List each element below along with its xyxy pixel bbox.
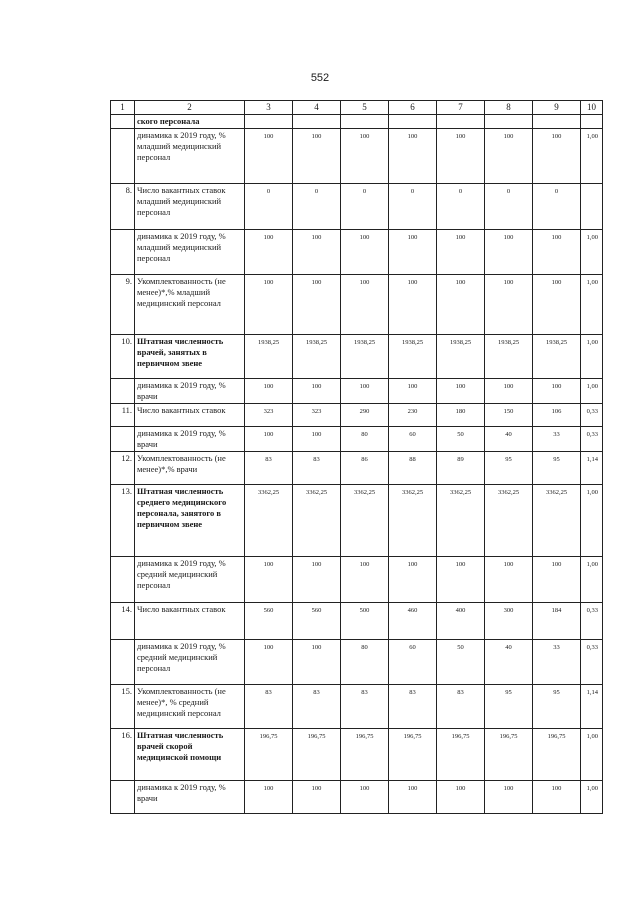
- header-cell: 1: [111, 101, 135, 115]
- page-number: 552: [310, 72, 330, 84]
- value-cell: 100: [533, 379, 581, 404]
- value-cell: 100: [245, 275, 293, 335]
- value-cell: 230: [389, 404, 437, 427]
- value-cell: 100: [389, 379, 437, 404]
- row-label: Штатная численность врачей, занятых в первичном звене: [135, 335, 245, 379]
- header-cell: 5: [341, 101, 389, 115]
- value-cell: 95: [533, 685, 581, 729]
- value-cell: 100: [485, 275, 533, 335]
- value-cell: 560: [245, 603, 293, 640]
- table-row: [111, 603, 603, 640]
- value-cell: 100: [533, 557, 581, 603]
- value-cell: 100: [341, 379, 389, 404]
- value-cell: 95: [485, 452, 533, 485]
- row-label: динамика к 2019 году, % младший медицинский персонал: [135, 230, 245, 275]
- value-cell: 100: [389, 275, 437, 335]
- value-cell: 100: [293, 781, 341, 814]
- value-cell: 560: [293, 603, 341, 640]
- value-cell: 88: [389, 452, 437, 485]
- value-cell: 100: [437, 557, 485, 603]
- row-number: [111, 781, 135, 814]
- value-cell: [293, 115, 341, 129]
- header-cell: 10: [581, 101, 603, 115]
- value-cell: [437, 115, 485, 129]
- value-cell: 100: [533, 781, 581, 814]
- value-cell: 100: [293, 427, 341, 452]
- value-cell: 1938,25: [389, 335, 437, 379]
- row-label: Укомплектованность (не менее)*,% младший медицинский персонал: [135, 275, 245, 335]
- value-cell: 100: [437, 379, 485, 404]
- value-cell: 100: [341, 781, 389, 814]
- value-cell: 0: [533, 184, 581, 230]
- value-cell: 100: [341, 275, 389, 335]
- value-cell: 323: [293, 404, 341, 427]
- value-cell: 1,14: [581, 685, 603, 729]
- value-cell: 184: [533, 603, 581, 640]
- table-row: [111, 557, 603, 603]
- value-cell: 1,00: [581, 781, 603, 814]
- header-cell: 2: [135, 101, 245, 115]
- row-label: динамика к 2019 году, % врачи: [135, 781, 245, 814]
- value-cell: 50: [437, 640, 485, 685]
- value-cell: 196,75: [437, 729, 485, 781]
- value-cell: 50: [437, 427, 485, 452]
- row-number: 10.: [111, 335, 135, 379]
- value-cell: 1938,25: [293, 335, 341, 379]
- value-cell: 100: [293, 230, 341, 275]
- value-cell: 100: [293, 275, 341, 335]
- value-cell: 0,33: [581, 404, 603, 427]
- table-row: [111, 275, 603, 335]
- table-row: [111, 115, 603, 129]
- row-number: 14.: [111, 603, 135, 640]
- value-cell: [485, 115, 533, 129]
- value-cell: 83: [293, 685, 341, 729]
- row-number: 12.: [111, 452, 135, 485]
- table-row: [111, 685, 603, 729]
- value-cell: 0: [389, 184, 437, 230]
- value-cell: 100: [437, 781, 485, 814]
- value-cell: 196,75: [533, 729, 581, 781]
- value-cell: 80: [341, 427, 389, 452]
- value-cell: 400: [437, 603, 485, 640]
- row-number: [111, 557, 135, 603]
- value-cell: 1938,25: [485, 335, 533, 379]
- value-cell: 100: [485, 129, 533, 184]
- header-cell: 7: [437, 101, 485, 115]
- row-label: динамика к 2019 году, % младший медицинский персонал: [135, 129, 245, 184]
- value-cell: 100: [245, 557, 293, 603]
- row-label: динамика к 2019 году, % средний медицинский персонал: [135, 557, 245, 603]
- value-cell: 100: [485, 379, 533, 404]
- value-cell: 100: [437, 230, 485, 275]
- row-label: Укомплектованность (не менее)*, % средний медицинский персонал: [135, 685, 245, 729]
- value-cell: 60: [389, 640, 437, 685]
- value-cell: 3362,25: [485, 485, 533, 557]
- table-row: [111, 335, 603, 379]
- value-cell: 196,75: [341, 729, 389, 781]
- value-cell: 3362,25: [341, 485, 389, 557]
- row-label: динамика к 2019 году, % средний медицинский персонал: [135, 640, 245, 685]
- table-row: [111, 452, 603, 485]
- value-cell: 1938,25: [245, 335, 293, 379]
- header-cell: 3: [245, 101, 293, 115]
- value-cell: 300: [485, 603, 533, 640]
- value-cell: 100: [533, 129, 581, 184]
- value-cell: 100: [245, 640, 293, 685]
- value-cell: 100: [341, 129, 389, 184]
- row-label: Штатная численность среднего медицинского персонала, занятого в первичном звене: [135, 485, 245, 557]
- table-row: [111, 781, 603, 814]
- table-header-row: [111, 101, 603, 115]
- row-number: 8.: [111, 184, 135, 230]
- row-number: [111, 230, 135, 275]
- value-cell: 95: [485, 685, 533, 729]
- indicators-table: [110, 100, 603, 814]
- value-cell: 100: [245, 781, 293, 814]
- value-cell: 1,00: [581, 275, 603, 335]
- value-cell: 1,00: [581, 485, 603, 557]
- value-cell: 100: [437, 129, 485, 184]
- value-cell: 196,75: [293, 729, 341, 781]
- value-cell: 100: [245, 129, 293, 184]
- header-cell: 4: [293, 101, 341, 115]
- value-cell: 0: [437, 184, 485, 230]
- value-cell: 100: [293, 129, 341, 184]
- row-number: 9.: [111, 275, 135, 335]
- value-cell: [245, 115, 293, 129]
- table-row: [111, 184, 603, 230]
- value-cell: 100: [341, 230, 389, 275]
- row-label: Число вакантных ставок: [135, 404, 245, 427]
- value-cell: 89: [437, 452, 485, 485]
- value-cell: 33: [533, 640, 581, 685]
- value-cell: [533, 115, 581, 129]
- value-cell: 83: [245, 685, 293, 729]
- value-cell: 290: [341, 404, 389, 427]
- value-cell: 100: [245, 379, 293, 404]
- value-cell: 83: [245, 452, 293, 485]
- value-cell: 0,33: [581, 427, 603, 452]
- row-number: 16.: [111, 729, 135, 781]
- row-label: ского персонала: [135, 115, 245, 129]
- value-cell: 100: [293, 557, 341, 603]
- value-cell: 100: [485, 781, 533, 814]
- value-cell: 460: [389, 603, 437, 640]
- value-cell: 100: [341, 557, 389, 603]
- value-cell: 1938,25: [533, 335, 581, 379]
- value-cell: 100: [245, 427, 293, 452]
- value-cell: 1,00: [581, 129, 603, 184]
- value-cell: 1,14: [581, 452, 603, 485]
- value-cell: 196,75: [389, 729, 437, 781]
- value-cell: 40: [485, 640, 533, 685]
- value-cell: 83: [437, 685, 485, 729]
- value-cell: 500: [341, 603, 389, 640]
- value-cell: 83: [389, 685, 437, 729]
- table-row: [111, 485, 603, 557]
- row-label: Число вакантных ставок младший медицинский персонал: [135, 184, 245, 230]
- value-cell: 33: [533, 427, 581, 452]
- value-cell: 0,33: [581, 640, 603, 685]
- row-label: Штатная численность врачей скорой медицинской помощи: [135, 729, 245, 781]
- value-cell: 150: [485, 404, 533, 427]
- value-cell: 1,00: [581, 230, 603, 275]
- header-cell: 8: [485, 101, 533, 115]
- value-cell: 1,00: [581, 335, 603, 379]
- value-cell: 3362,25: [437, 485, 485, 557]
- value-cell: 100: [389, 129, 437, 184]
- value-cell: 100: [245, 230, 293, 275]
- value-cell: 323: [245, 404, 293, 427]
- value-cell: 0,33: [581, 603, 603, 640]
- value-cell: 100: [293, 640, 341, 685]
- value-cell: 196,75: [485, 729, 533, 781]
- value-cell: 100: [533, 230, 581, 275]
- value-cell: 3362,25: [245, 485, 293, 557]
- value-cell: 1,00: [581, 729, 603, 781]
- value-cell: 3362,25: [533, 485, 581, 557]
- row-label: динамика к 2019 году, % врачи: [135, 379, 245, 404]
- value-cell: 86: [341, 452, 389, 485]
- value-cell: 106: [533, 404, 581, 427]
- value-cell: 180: [437, 404, 485, 427]
- value-cell: 83: [293, 452, 341, 485]
- table-row: [111, 404, 603, 427]
- value-cell: 3362,25: [293, 485, 341, 557]
- value-cell: 100: [485, 230, 533, 275]
- table-row: [111, 379, 603, 404]
- value-cell: 0: [245, 184, 293, 230]
- table-row: [111, 230, 603, 275]
- value-cell: [341, 115, 389, 129]
- row-number: [111, 129, 135, 184]
- value-cell: 100: [485, 557, 533, 603]
- row-label: Число вакантных ставок: [135, 603, 245, 640]
- header-cell: 9: [533, 101, 581, 115]
- value-cell: 0: [293, 184, 341, 230]
- value-cell: [389, 115, 437, 129]
- row-number: [111, 379, 135, 404]
- value-cell: 95: [533, 452, 581, 485]
- value-cell: 1938,25: [341, 335, 389, 379]
- value-cell: 3362,25: [389, 485, 437, 557]
- table-row: [111, 129, 603, 184]
- value-cell: 100: [389, 781, 437, 814]
- row-number: 11.: [111, 404, 135, 427]
- value-cell: 100: [389, 230, 437, 275]
- table-row: [111, 427, 603, 452]
- value-cell: 1938,25: [437, 335, 485, 379]
- value-cell: 100: [533, 275, 581, 335]
- table-row: [111, 640, 603, 685]
- value-cell: 0: [341, 184, 389, 230]
- value-cell: 196,75: [245, 729, 293, 781]
- row-number: [111, 427, 135, 452]
- value-cell: 100: [293, 379, 341, 404]
- value-cell: 100: [437, 275, 485, 335]
- row-label: Укомплектованность (не менее)*,% врачи: [135, 452, 245, 485]
- row-label: динамика к 2019 году, % врачи: [135, 427, 245, 452]
- row-number: [111, 640, 135, 685]
- header-cell: 6: [389, 101, 437, 115]
- value-cell: 60: [389, 427, 437, 452]
- table-row: [111, 729, 603, 781]
- value-cell: [581, 184, 603, 230]
- value-cell: 1,00: [581, 557, 603, 603]
- row-number: 13.: [111, 485, 135, 557]
- value-cell: 83: [341, 685, 389, 729]
- row-number: [111, 115, 135, 129]
- value-cell: 100: [389, 557, 437, 603]
- value-cell: 80: [341, 640, 389, 685]
- value-cell: 0: [485, 184, 533, 230]
- value-cell: [581, 115, 603, 129]
- value-cell: 1,00: [581, 379, 603, 404]
- row-number: 15.: [111, 685, 135, 729]
- value-cell: 40: [485, 427, 533, 452]
